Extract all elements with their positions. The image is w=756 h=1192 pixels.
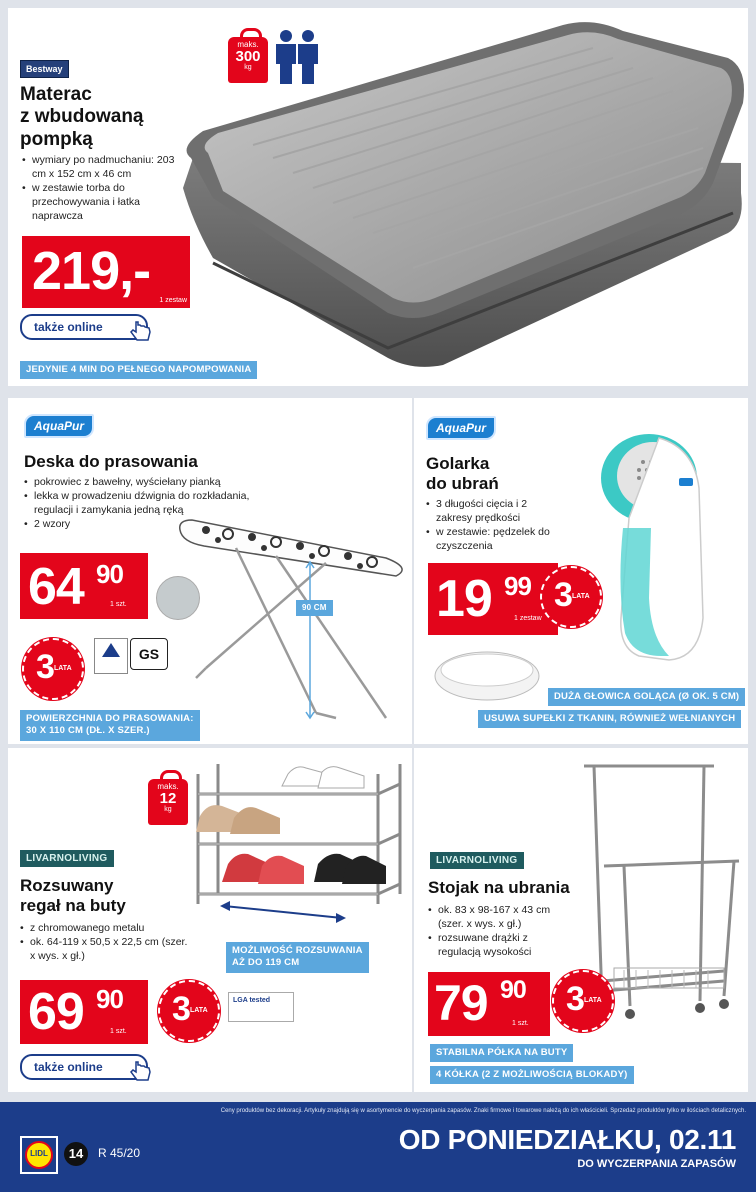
ironing-board-image bbox=[176, 518, 412, 728]
info-line-2: 30 X 110 CM (DŁ. X SZER.) bbox=[26, 725, 150, 737]
footer-headline: OD PONIEDZIAŁKU, 02.11 bbox=[398, 1124, 736, 1155]
load-value: 12 bbox=[159, 790, 177, 807]
bullet: • 2 wzory bbox=[24, 518, 264, 532]
online-button[interactable] bbox=[20, 1054, 148, 1080]
page-number: 14 bbox=[64, 1142, 88, 1166]
expand-arrow-icon bbox=[218, 900, 348, 924]
lidl-logo-text: LIDL bbox=[30, 1149, 48, 1158]
price-main: 79 bbox=[434, 975, 488, 1031]
title-line-2: do ubrań bbox=[426, 474, 499, 494]
online-label: także online bbox=[34, 320, 103, 334]
guarantee-number: 3 bbox=[36, 648, 55, 686]
guarantee-badge bbox=[22, 638, 84, 700]
price-main: 69 bbox=[28, 983, 84, 1041]
info-line-2: AŻ DO 119 CM bbox=[232, 957, 300, 969]
footer-bar bbox=[0, 1102, 756, 1192]
guarantee-badge bbox=[552, 970, 614, 1032]
bullet: • rozsuwane drążki z regulacją wysokości bbox=[428, 932, 568, 960]
shoe-rack-title bbox=[20, 876, 126, 916]
bullet: • pokrowiec z bawełny, wyściełany pianką bbox=[24, 476, 264, 490]
lga-tested-icon: LGA tested bbox=[228, 992, 294, 1022]
dimension-label: 90 CM bbox=[296, 600, 333, 616]
clothes-rack-title: Stojak na ubrania bbox=[428, 878, 570, 897]
lidl-logo bbox=[20, 1136, 58, 1174]
mattress-panel bbox=[8, 8, 748, 386]
title-line-1: Golarka bbox=[426, 454, 490, 473]
mattress-image bbox=[173, 13, 748, 375]
clothes-rack-panel bbox=[414, 748, 748, 1092]
mattress-title bbox=[20, 84, 144, 151]
brand-aquapur: AquaPur bbox=[24, 414, 94, 438]
price-unit: 1 szt. bbox=[110, 1028, 127, 1035]
footer-disclaimer: Ceny produktów bez dekoracji. Artykuły znajdują się w asortymencie do wyczerpania zapasów. Znaki firmowe i towarowe należą do ich właścicieli. Sprzedaż produktów tylko w ilościach detalicznych. bbox=[220, 1108, 746, 1114]
guarantee-number: 3 bbox=[172, 990, 191, 1028]
guarantee-years: LATA bbox=[572, 593, 590, 600]
load-value: 300 bbox=[235, 48, 261, 65]
bullet: • ok. 83 x 98-167 x 43 cm (szer. x wys. x gł.) bbox=[428, 904, 568, 932]
lint-shaver-title bbox=[426, 454, 499, 494]
mattress-info-bar: JEDYNIE 4 MIN DO PEŁNEGO NAPOMPOWANIA bbox=[20, 361, 257, 379]
guarantee-badge bbox=[540, 566, 602, 628]
bullet: • ok. 64-119 x 50,5 x 22,5 cm (szer. x wys. x gł.) bbox=[20, 936, 188, 964]
hand-pointer-icon bbox=[128, 1060, 152, 1082]
lint-shaver-info-bar-2: USUWA SUPEŁKI Z TKANIN, RÓWNIEŻ WEŁNIANYCH bbox=[478, 710, 741, 728]
mattress-price-tag bbox=[22, 236, 190, 308]
lint-shaver-panel bbox=[414, 398, 748, 744]
hand-pointer-icon bbox=[128, 320, 152, 342]
ironing-board-info-bar bbox=[20, 710, 200, 741]
guarantee-number: 3 bbox=[554, 576, 573, 614]
clothes-rack-price-tag bbox=[428, 972, 550, 1036]
clothes-rack-info-bar-2: 4 KÓŁKA (2 Z MOŻLIWOŚCIĄ BLOKADY) bbox=[430, 1066, 634, 1084]
shoe-rack-info-bar bbox=[226, 942, 369, 973]
footer-subline: DO WYCZERPANIA ZAPASÓW bbox=[577, 1158, 736, 1170]
price-main: 64 bbox=[28, 558, 84, 616]
bullet: • 3 długości cięcia i 2 zakresy prędkości bbox=[426, 498, 564, 526]
info-line-1: POWIERZCHNIA DO PRASOWANIA: bbox=[26, 713, 194, 724]
brand-livarno: LIVARNOLIVING bbox=[20, 850, 114, 867]
guarantee-years: LATA bbox=[54, 665, 72, 672]
price-cents: 90 bbox=[96, 984, 123, 1014]
load-label: maks. bbox=[157, 782, 179, 791]
bullet: • w zestawie: pędzelek do czyszczenia bbox=[426, 526, 564, 554]
price-main: 19 bbox=[436, 570, 492, 628]
mattress-bullets bbox=[22, 154, 182, 224]
shoe-rack-price-tag bbox=[20, 980, 148, 1044]
mattress-title-line-2: z wbudowaną bbox=[20, 106, 144, 128]
lint-shaver-bullets bbox=[426, 498, 564, 554]
guarantee-years: LATA bbox=[584, 997, 602, 1004]
edition-code: R 45/20 bbox=[98, 1146, 141, 1160]
guarantee-number: 3 bbox=[566, 980, 585, 1018]
brand-livarno: LIVARNOLIVING bbox=[430, 852, 524, 869]
lint-shaver-image bbox=[599, 418, 719, 668]
title-line-2: regał na buty bbox=[20, 896, 126, 916]
load-unit: kg bbox=[244, 64, 252, 71]
bullet: • z chromowanego metalu bbox=[20, 922, 188, 936]
mattress-price: 219,- bbox=[32, 241, 151, 301]
lint-shaver-info-bar-1: DUŻA GŁOWICA GOLĄCA (Ø OK. 5 CM) bbox=[548, 688, 745, 706]
mattress-title-line-1: Materac bbox=[20, 84, 92, 105]
guarantee-years: LATA bbox=[190, 1007, 208, 1014]
tuv-certificate-icon bbox=[94, 638, 128, 674]
clothes-rack-info-bar-1: STABILNA PÓŁKA NA BUTY bbox=[430, 1044, 573, 1062]
info-line-1: MOŻLIWOŚĆ ROZSUWANIA bbox=[232, 945, 363, 956]
load-unit: kg bbox=[164, 806, 172, 813]
price-unit: 1 szt. bbox=[512, 1020, 529, 1027]
mattress-title-line-3: pompką bbox=[20, 128, 93, 150]
ironing-board-panel bbox=[8, 398, 412, 744]
price-cents: 99 bbox=[504, 571, 531, 601]
lint-shaver-price-tag bbox=[428, 563, 558, 635]
bullet: • w zestawie torba do przechowywania i łatka naprawcza bbox=[22, 182, 152, 224]
price-unit: 1 zestaw bbox=[159, 297, 187, 304]
guarantee-badge bbox=[158, 980, 220, 1042]
title-line-1: Rozsuwany bbox=[20, 876, 114, 895]
brand-aquapur: AquaPur bbox=[426, 416, 496, 440]
price-unit: 1 zestaw bbox=[514, 615, 542, 622]
ironing-board-price-tag bbox=[20, 553, 148, 619]
ironing-board-title: Deska do prasowania bbox=[24, 452, 198, 471]
gs-certificate-icon: GS bbox=[130, 638, 168, 670]
fabric-swatch bbox=[156, 576, 200, 620]
shoe-rack-bullets bbox=[20, 922, 188, 964]
price-cents: 90 bbox=[96, 559, 123, 589]
online-label: także online bbox=[34, 1060, 103, 1074]
price-unit: 1 szt. bbox=[110, 601, 127, 608]
shoe-rack-panel bbox=[8, 748, 412, 1092]
bullet: • wymiary po nadmuchaniu: 203 cm x 152 cm x 46 cm bbox=[22, 154, 182, 182]
cleaning-brush-image bbox=[432, 648, 542, 704]
clothes-rack-bullets bbox=[428, 904, 568, 960]
price-cents: 90 bbox=[500, 976, 526, 1004]
bullet: • lekka w prowadzeniu dźwignia do rozkładania, regulacji i zamykania jedną ręką bbox=[24, 490, 264, 518]
load-label: maks. bbox=[237, 40, 259, 49]
online-button[interactable] bbox=[20, 314, 148, 340]
brand-bestway: Bestway bbox=[20, 60, 69, 78]
